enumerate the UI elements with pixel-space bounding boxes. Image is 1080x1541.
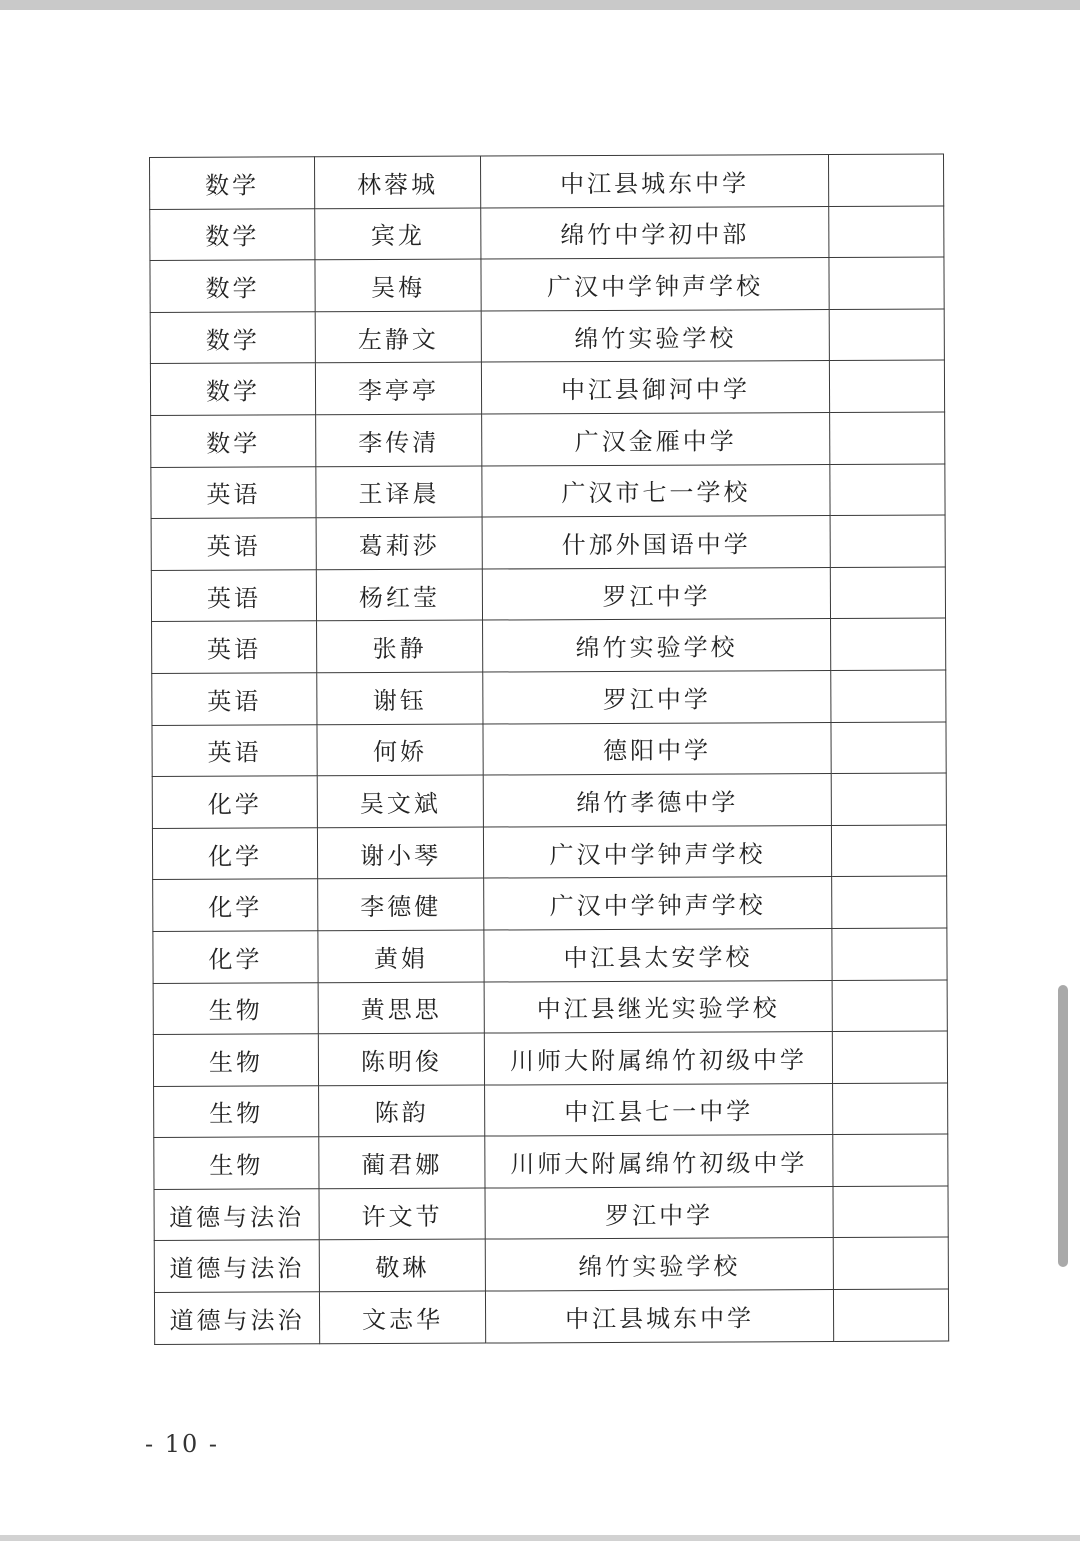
name-cell: 李传清 bbox=[316, 414, 482, 466]
subject-cell: 道德与法治 bbox=[154, 1240, 319, 1292]
table-row bbox=[154, 1134, 948, 1189]
name-cell: 谢小琴 bbox=[317, 827, 483, 879]
table-row bbox=[154, 1186, 948, 1241]
name-cell: 宾龙 bbox=[315, 208, 481, 260]
name-cell: 林蓉城 bbox=[315, 156, 481, 208]
table-row bbox=[150, 257, 944, 312]
school-cell: 绵竹孝德中学 bbox=[483, 774, 831, 827]
name-cell: 谢钰 bbox=[317, 672, 483, 724]
subject-cell: 英语 bbox=[151, 570, 316, 622]
subject-cell: 化学 bbox=[153, 931, 318, 983]
note-cell bbox=[830, 464, 945, 516]
name-cell: 吴梅 bbox=[315, 259, 481, 311]
name-cell: 左静文 bbox=[315, 311, 481, 363]
subject-cell: 化学 bbox=[153, 879, 318, 931]
table-row bbox=[153, 876, 947, 931]
school-cell: 中江县七一中学 bbox=[485, 1083, 833, 1136]
table-row bbox=[151, 567, 945, 622]
table-row bbox=[154, 1083, 948, 1138]
note-cell bbox=[831, 722, 946, 774]
name-cell: 王译晨 bbox=[316, 466, 482, 518]
subject-cell: 化学 bbox=[152, 776, 317, 828]
note-cell bbox=[833, 1186, 948, 1238]
school-cell: 罗江中学 bbox=[483, 670, 831, 723]
name-cell: 蔺君娜 bbox=[319, 1136, 485, 1188]
note-cell bbox=[832, 980, 947, 1032]
table-row bbox=[151, 464, 945, 519]
note-cell bbox=[830, 567, 945, 619]
table-row bbox=[152, 670, 946, 725]
subject-cell: 英语 bbox=[152, 621, 317, 673]
school-cell: 绵竹实验学校 bbox=[485, 1238, 833, 1291]
table-row bbox=[152, 825, 946, 880]
school-cell: 中江县御河中学 bbox=[481, 361, 829, 414]
note-cell bbox=[829, 257, 944, 309]
top-edge-strip bbox=[0, 0, 1080, 10]
name-cell: 葛莉莎 bbox=[316, 517, 482, 569]
note-cell bbox=[830, 515, 945, 567]
roster-table bbox=[149, 154, 949, 1345]
note-cell bbox=[828, 154, 943, 206]
subject-cell: 生物 bbox=[153, 1034, 318, 1086]
name-cell: 陈韵 bbox=[319, 1085, 485, 1137]
subject-cell: 化学 bbox=[152, 827, 317, 879]
table-row bbox=[150, 206, 944, 261]
roster-table-body bbox=[150, 154, 949, 1344]
table-row bbox=[152, 773, 946, 828]
table-row bbox=[154, 1289, 948, 1344]
subject-cell: 英语 bbox=[152, 673, 317, 725]
school-cell: 罗江中学 bbox=[482, 567, 830, 620]
subject-cell: 生物 bbox=[154, 1085, 319, 1137]
note-cell bbox=[831, 670, 946, 722]
name-cell: 杨红莹 bbox=[316, 569, 482, 621]
note-cell bbox=[829, 206, 944, 258]
table-row bbox=[153, 928, 947, 983]
table-row bbox=[150, 154, 944, 209]
subject-cell: 数学 bbox=[150, 157, 315, 209]
subject-cell: 生物 bbox=[153, 982, 318, 1034]
name-cell: 黄思思 bbox=[318, 982, 484, 1034]
name-cell: 许文节 bbox=[319, 1188, 485, 1240]
school-cell: 德阳中学 bbox=[483, 722, 831, 775]
school-cell: 广汉市七一学校 bbox=[482, 464, 830, 517]
note-cell bbox=[831, 618, 946, 670]
name-cell: 张静 bbox=[317, 620, 483, 672]
note-cell bbox=[831, 825, 946, 877]
scrollbar-thumb[interactable] bbox=[1058, 985, 1068, 1267]
subject-cell: 数学 bbox=[150, 363, 315, 415]
subject-cell: 道德与法治 bbox=[154, 1292, 319, 1344]
name-cell: 文志华 bbox=[319, 1291, 485, 1343]
subject-cell: 英语 bbox=[151, 518, 316, 570]
note-cell bbox=[830, 412, 945, 464]
school-cell: 绵竹实验学校 bbox=[483, 619, 831, 672]
school-cell: 广汉中学钟声学校 bbox=[481, 258, 829, 311]
subject-cell: 数学 bbox=[150, 312, 315, 364]
subject-cell: 英语 bbox=[152, 724, 317, 776]
note-cell bbox=[833, 1083, 948, 1135]
name-cell: 黄娟 bbox=[318, 930, 484, 982]
school-cell: 绵竹中学初中部 bbox=[481, 206, 829, 259]
school-cell: 中江县太安学校 bbox=[484, 928, 832, 981]
name-cell: 敬琳 bbox=[319, 1240, 485, 1292]
table-row bbox=[154, 1237, 948, 1292]
school-cell: 什邡外国语中学 bbox=[482, 516, 830, 569]
school-cell: 广汉中学钟声学校 bbox=[484, 877, 832, 930]
name-cell: 吴文斌 bbox=[317, 775, 483, 827]
name-cell: 李德健 bbox=[318, 878, 484, 930]
school-cell: 中江县继光实验学校 bbox=[484, 980, 832, 1033]
subject-cell: 英语 bbox=[151, 466, 316, 518]
note-cell bbox=[833, 1237, 948, 1289]
note-cell bbox=[832, 1031, 947, 1083]
subject-cell: 数学 bbox=[150, 260, 315, 312]
school-cell: 广汉中学钟声学校 bbox=[483, 825, 831, 878]
table-row bbox=[151, 515, 945, 570]
school-cell: 绵竹实验学校 bbox=[481, 309, 829, 362]
school-cell: 罗江中学 bbox=[485, 1186, 833, 1239]
subject-cell: 生物 bbox=[154, 1137, 319, 1189]
note-cell bbox=[832, 928, 947, 980]
note-cell bbox=[831, 773, 946, 825]
name-cell: 何娇 bbox=[317, 724, 483, 776]
table-row bbox=[150, 309, 944, 364]
table-row bbox=[151, 412, 945, 467]
table-row bbox=[150, 360, 944, 415]
roster-table-container bbox=[149, 154, 948, 1345]
note-cell bbox=[829, 309, 944, 361]
note-cell bbox=[833, 1289, 948, 1341]
name-cell: 陈明俊 bbox=[318, 1033, 484, 1085]
school-cell: 川师大附属绵竹初级中学 bbox=[485, 1135, 833, 1188]
note-cell bbox=[833, 1134, 948, 1186]
bottom-edge-strip bbox=[0, 1535, 1080, 1541]
subject-cell: 道德与法治 bbox=[154, 1189, 319, 1241]
page-number: - 10 - bbox=[145, 1430, 220, 1458]
subject-cell: 数学 bbox=[151, 415, 316, 467]
table-row bbox=[152, 722, 946, 777]
table-row bbox=[153, 1031, 947, 1086]
school-cell: 中江县城东中学 bbox=[485, 1290, 833, 1343]
school-cell: 中江县城东中学 bbox=[480, 155, 828, 208]
school-cell: 川师大附属绵竹初级中学 bbox=[484, 1032, 832, 1085]
name-cell: 李亭亭 bbox=[315, 362, 481, 414]
table-row bbox=[153, 980, 947, 1035]
table-row bbox=[152, 618, 946, 673]
school-cell: 广汉金雁中学 bbox=[482, 413, 830, 466]
note-cell bbox=[832, 876, 947, 928]
subject-cell: 数学 bbox=[150, 208, 315, 260]
note-cell bbox=[829, 360, 944, 412]
